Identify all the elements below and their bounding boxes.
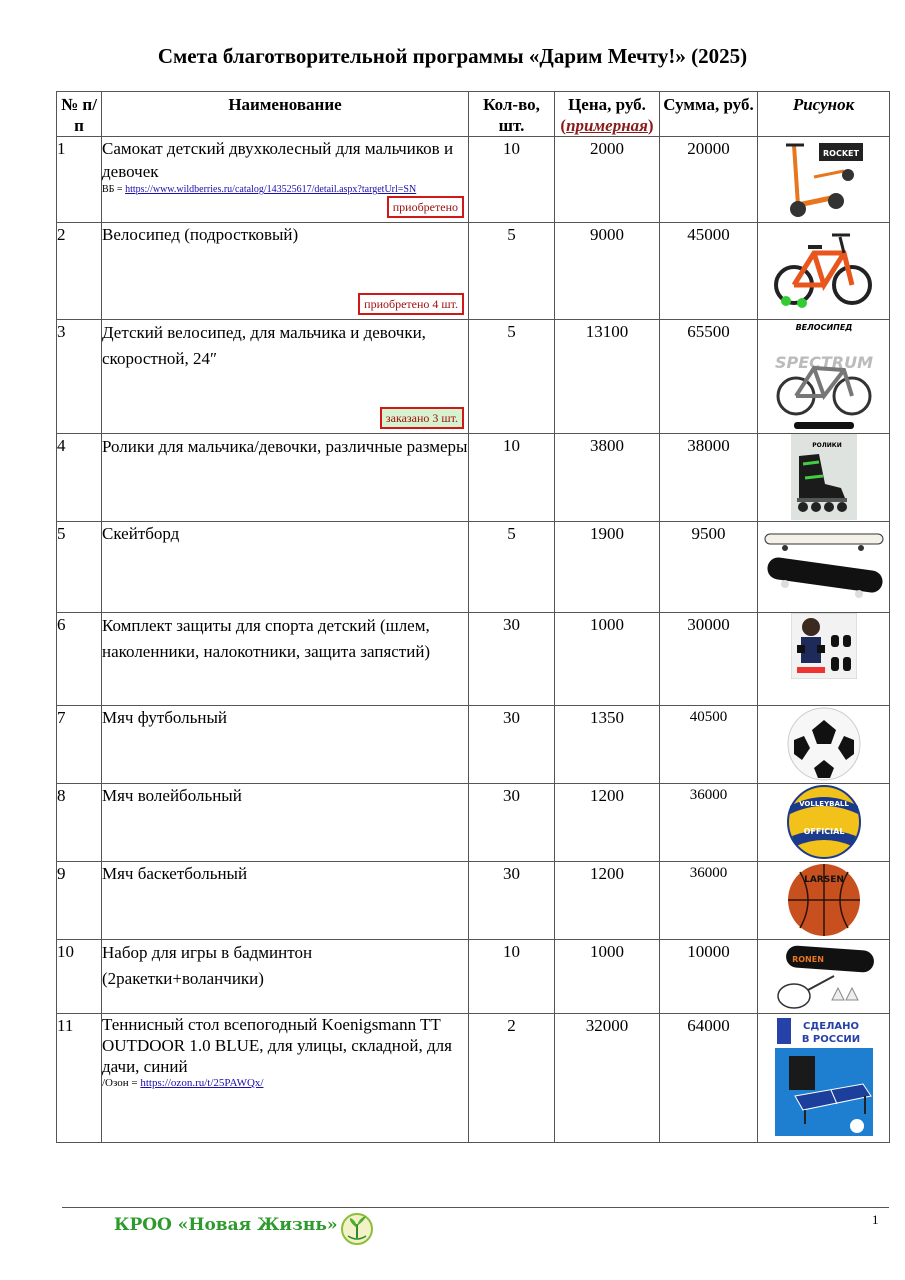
status-badge: заказано 3 шт. xyxy=(380,407,464,429)
footer-divider xyxy=(62,1207,889,1208)
volleyball-image xyxy=(786,784,862,860)
table-row xyxy=(57,862,890,940)
header-qty: Кол-во, шт. xyxy=(469,92,555,137)
row-name: Мяч волейбольный xyxy=(102,786,242,805)
table-row xyxy=(57,522,890,613)
row-picture xyxy=(758,320,890,434)
row-name: Детский велосипед, для мальчика и девочки, скоростной, 24″ xyxy=(102,323,426,368)
basketball-image xyxy=(786,862,862,938)
row-name-cell xyxy=(102,320,469,434)
row-name: Велосипед (подростковый) xyxy=(102,225,299,244)
row-picture xyxy=(758,706,890,784)
row-sum: 38000 xyxy=(660,434,758,522)
volleyball-label: VOLLEYBALL xyxy=(798,800,849,808)
skateboard-image xyxy=(761,522,887,602)
wildberries-link[interactable]: https://www.wildberries.ru/catalog/143525617/detail.aspx?targetUrl=SN xyxy=(125,184,417,195)
ozon-link[interactable]: https://ozon.ru/t/25PAWQx/ xyxy=(140,1077,264,1089)
link-prefix: ВБ = xyxy=(102,184,126,195)
header-price-label: Цена, руб. xyxy=(568,95,646,114)
header-row xyxy=(57,92,890,137)
badminton-brand: RONEN xyxy=(791,955,824,964)
row-price: 1200 xyxy=(555,784,660,862)
row-name-cell xyxy=(102,137,469,223)
basketball-brand: LARSEN xyxy=(803,875,844,885)
row-link-line xyxy=(102,1077,468,1090)
row-name-cell xyxy=(102,434,469,522)
row-name-cell xyxy=(102,940,469,1014)
row-num: 10 xyxy=(57,940,102,1014)
link-prefix: /Озон = xyxy=(102,1077,141,1089)
row-qty: 30 xyxy=(469,706,555,784)
row-num: 7 xyxy=(57,706,102,784)
row-name: Скейтборд xyxy=(102,524,180,543)
row-name: Теннисный стол всепогодный Koenigsmann TT OUTDOOR 1.0 BLUE, для улицы, складной, для дачи, синий xyxy=(102,1015,452,1076)
made-in-russia-2: В РОССИИ xyxy=(801,1034,860,1045)
table-row xyxy=(57,320,890,434)
row-num: 5 xyxy=(57,522,102,613)
table-row xyxy=(57,1014,890,1143)
row-sum: 36000 xyxy=(660,862,758,940)
row-price: 1000 xyxy=(555,613,660,706)
row-qty: 30 xyxy=(469,862,555,940)
row-price: 13100 xyxy=(555,320,660,434)
footer-organization: КРОО «Новая Жизнь» xyxy=(114,1215,338,1235)
row-num: 2 xyxy=(57,223,102,320)
row-sum: 40500 xyxy=(660,706,758,784)
row-qty: 30 xyxy=(469,784,555,862)
table-row xyxy=(57,940,890,1014)
speed-bicycle-image xyxy=(772,320,876,432)
row-sum: 36000 xyxy=(660,784,758,862)
row-name: Мяч баскетбольный xyxy=(102,864,248,883)
row-qty: 10 xyxy=(469,940,555,1014)
row-sum: 45000 xyxy=(660,223,758,320)
volleyball-official: OFFICIAL xyxy=(803,827,844,836)
scooter-brand: ROCKET xyxy=(822,149,859,158)
row-qty: 30 xyxy=(469,613,555,706)
football-image xyxy=(786,706,862,782)
row-num: 9 xyxy=(57,862,102,940)
row-qty: 10 xyxy=(469,434,555,522)
header-name: Наименование xyxy=(102,92,469,137)
rollers-image xyxy=(791,434,857,520)
row-price: 1350 xyxy=(555,706,660,784)
bike-brand: SPECTRUM xyxy=(774,353,873,372)
table-row xyxy=(57,613,890,706)
row-picture xyxy=(758,1014,890,1143)
row-num: 3 xyxy=(57,320,102,434)
badminton-image xyxy=(772,940,876,1010)
row-picture xyxy=(758,434,890,522)
row-sum: 9500 xyxy=(660,522,758,613)
row-name-cell xyxy=(102,706,469,784)
row-name-cell xyxy=(102,862,469,940)
row-sum: 20000 xyxy=(660,137,758,223)
protection-kit-image xyxy=(791,613,857,679)
row-price: 1200 xyxy=(555,862,660,940)
row-picture xyxy=(758,862,890,940)
table-row xyxy=(57,706,890,784)
row-name-cell xyxy=(102,613,469,706)
bike-label: ВЕЛОСИПЕД xyxy=(795,323,852,332)
header-price-close: ) xyxy=(647,116,654,135)
row-num: 8 xyxy=(57,784,102,862)
table-row xyxy=(57,784,890,862)
estimate-table xyxy=(56,91,890,1143)
row-qty: 2 xyxy=(469,1014,555,1143)
header-price-note: примерная xyxy=(566,116,648,135)
row-price: 1000 xyxy=(555,940,660,1014)
row-name: Ролики для мальчика/девочки, различные размеры xyxy=(102,437,468,456)
status-badge: приобретено xyxy=(387,196,464,218)
tennis-table-image xyxy=(775,1014,873,1136)
made-in-russia-1: СДЕЛАНО xyxy=(802,1021,859,1032)
table-row xyxy=(57,137,890,223)
row-name-cell xyxy=(102,223,469,320)
org-logo-icon xyxy=(340,1212,374,1251)
table-row xyxy=(57,223,890,320)
row-price: 9000 xyxy=(555,223,660,320)
rollers-label: РОЛИКИ xyxy=(811,442,842,449)
row-name: Комплект защиты для спорта детский (шлем, наколенники, налокотники, защита запястий) xyxy=(102,616,431,661)
row-picture xyxy=(758,137,890,223)
row-name-cell xyxy=(102,522,469,613)
header-price-open: ( xyxy=(560,116,567,135)
table-row xyxy=(57,434,890,522)
row-qty: 5 xyxy=(469,522,555,613)
row-picture xyxy=(758,784,890,862)
row-picture xyxy=(758,613,890,706)
header-num: № п/п xyxy=(57,92,102,137)
row-qty: 5 xyxy=(469,223,555,320)
row-link-line xyxy=(102,183,468,196)
header-price xyxy=(555,92,660,137)
row-num: 11 xyxy=(57,1014,102,1143)
row-sum: 30000 xyxy=(660,613,758,706)
row-num: 6 xyxy=(57,613,102,706)
row-qty: 5 xyxy=(469,320,555,434)
header-sum: Сумма, руб. xyxy=(660,92,758,137)
row-sum: 64000 xyxy=(660,1014,758,1143)
row-price: 1900 xyxy=(555,522,660,613)
row-price: 2000 xyxy=(555,137,660,223)
row-name-cell xyxy=(102,784,469,862)
row-num: 1 xyxy=(57,137,102,223)
row-sum: 65500 xyxy=(660,320,758,434)
document-title: Смета благотворительной программы «Дарим Мечту!» (2025) xyxy=(157,44,748,68)
row-num: 4 xyxy=(57,434,102,522)
row-price: 3800 xyxy=(555,434,660,522)
row-picture xyxy=(758,223,890,320)
row-name: Мяч футбольный xyxy=(102,708,228,727)
row-name-cell xyxy=(102,1014,469,1143)
status-badge: приобретено 4 шт. xyxy=(358,293,464,315)
row-name: Самокат детский двухколесный для мальчиков и девочек xyxy=(102,139,454,181)
row-picture xyxy=(758,522,890,613)
page-number: 1 xyxy=(872,1212,879,1227)
bicycle-image xyxy=(772,223,876,315)
row-picture xyxy=(758,940,890,1014)
row-qty: 10 xyxy=(469,137,555,223)
row-price: 32000 xyxy=(555,1014,660,1143)
header-picture: Рисунок xyxy=(758,92,890,137)
row-name: Набор для игры в бадминтон (2ракетки+воланчики) xyxy=(102,943,313,988)
scooter-image xyxy=(774,137,874,219)
row-sum: 10000 xyxy=(660,940,758,1014)
